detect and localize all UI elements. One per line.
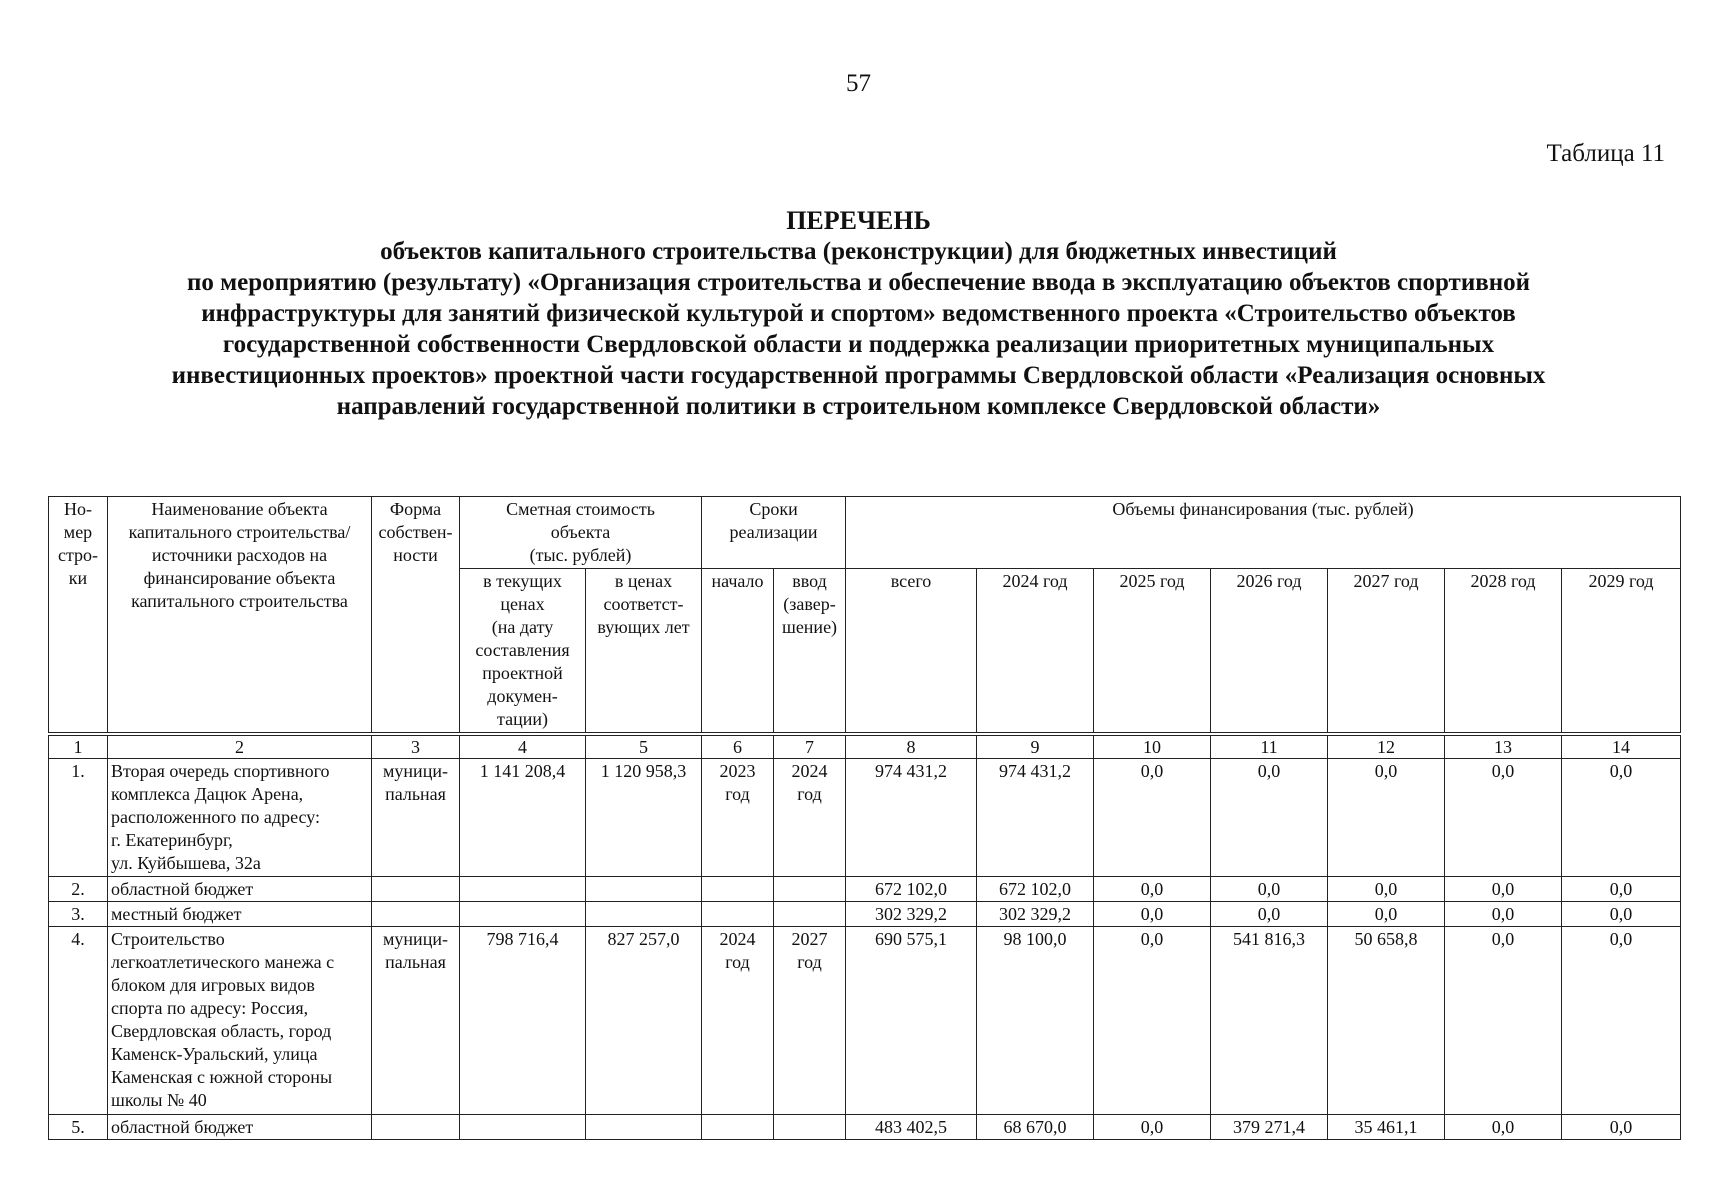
row-number: 4. [49, 927, 108, 1115]
funding-total: 672 102,0 [846, 877, 977, 902]
funding-year: 0,0 [1211, 902, 1328, 927]
heading-line: инфраструктуры для занятий физической культурой и спортом» ведомственного проекта «Строительство объектов [201, 300, 1516, 327]
table-row [49, 759, 1681, 877]
ownership [372, 1115, 460, 1140]
header-row-number: Но- мер стро- ки [49, 497, 108, 733]
cost-respective [586, 1115, 702, 1140]
finish-year [774, 902, 846, 927]
column-number: 1 [49, 736, 108, 759]
finish-year [774, 1115, 846, 1140]
cost-current [460, 902, 586, 927]
column-number: 10 [1094, 736, 1211, 759]
start-year: 2024 год [702, 927, 774, 1115]
funding-year: 0,0 [1562, 902, 1681, 927]
table-row [49, 902, 1681, 927]
header-cost-respective: в ценах соответст- вующих лет [586, 569, 702, 733]
funding-year: 0,0 [1445, 877, 1562, 902]
funding-year: 974 431,2 [977, 759, 1094, 877]
investment-table-wrapper [48, 496, 1681, 1140]
funding-year: 0,0 [1562, 877, 1681, 902]
start-year [702, 877, 774, 902]
cost-current: 1 141 208,4 [460, 759, 586, 877]
funding-year: 0,0 [1445, 902, 1562, 927]
header-year: 2027 год [1328, 569, 1445, 733]
row-number: 3. [49, 902, 108, 927]
funding-year: 672 102,0 [977, 877, 1094, 902]
funding-total: 974 431,2 [846, 759, 977, 877]
funding-year: 0,0 [1094, 902, 1211, 927]
funding-year: 0,0 [1211, 759, 1328, 877]
cost-respective [586, 902, 702, 927]
funding-year: 0,0 [1562, 1115, 1681, 1140]
funding-year: 379 271,4 [1211, 1115, 1328, 1140]
heading-line: по мероприятию (результату) «Организация строительства и обеспечение ввода в эксплуатацию объектов спортивной [186, 269, 1531, 296]
funding-total: 690 575,1 [846, 927, 977, 1115]
funding-year: 0,0 [1445, 1115, 1562, 1140]
header-finish: ввод (завер- шение) [774, 569, 846, 733]
cost-current: 798 716,4 [460, 927, 586, 1115]
document-heading [40, 205, 1677, 422]
header-cost-current: в текущих ценах (на дату составления проектной докумен- тации) [460, 569, 586, 733]
column-number: 7 [774, 736, 846, 759]
header-ownership: Форма собствен- ности [372, 497, 460, 733]
table-row [49, 927, 1681, 1115]
cost-respective [586, 877, 702, 902]
header-year: 2026 год [1211, 569, 1328, 733]
funding-total: 483 402,5 [846, 1115, 977, 1140]
column-number: 2 [108, 736, 372, 759]
header-year: 2029 год [1562, 569, 1681, 733]
funding-year: 35 461,1 [1328, 1115, 1445, 1140]
table-row [49, 877, 1681, 902]
finish-year: 2027 год [774, 927, 846, 1115]
object-name: областной бюджет [108, 1115, 372, 1140]
investment-table [48, 496, 1681, 1140]
page-number: 57 [846, 70, 871, 97]
column-number: 13 [1445, 736, 1562, 759]
funding-year: 0,0 [1094, 927, 1211, 1115]
funding-year: 0,0 [1328, 877, 1445, 902]
funding-year: 302 329,2 [977, 902, 1094, 927]
object-name: местный бюджет [108, 902, 372, 927]
column-number: 8 [846, 736, 977, 759]
ownership [372, 902, 460, 927]
cost-respective: 1 120 958,3 [586, 759, 702, 877]
heading-line: государственной собственности Свердловской области и поддержка реализации приоритетных муниципальных [222, 331, 1495, 358]
funding-year: 0,0 [1445, 927, 1562, 1115]
funding-year: 98 100,0 [977, 927, 1094, 1115]
header-estimated-cost: Сметная стоимость объекта (тыс. рублей) [460, 497, 702, 569]
header-total: всего [846, 569, 977, 733]
cost-current [460, 1115, 586, 1140]
column-number: 6 [702, 736, 774, 759]
table-header [49, 497, 1681, 759]
column-number: 5 [586, 736, 702, 759]
heading-line: направлений государственной политики в строительном комплексе Свердловской области» [336, 393, 1381, 420]
start-year [702, 1115, 774, 1140]
funding-year: 0,0 [1094, 759, 1211, 877]
heading-line: объектов капитального строительства (реконструкции) для бюджетных инвестиций [380, 238, 1337, 265]
ownership: муници- пальная [372, 759, 460, 877]
row-number: 5. [49, 1115, 108, 1140]
table-body [49, 759, 1681, 1140]
funding-year: 0,0 [1094, 1115, 1211, 1140]
start-year [702, 902, 774, 927]
funding-total: 302 329,2 [846, 902, 977, 927]
table-label: Таблица 11 [1546, 140, 1665, 167]
column-number: 4 [460, 736, 586, 759]
funding-year: 68 670,0 [977, 1115, 1094, 1140]
funding-year: 0,0 [1562, 759, 1681, 877]
header-funding: Объемы финансирования (тыс. рублей) [846, 497, 1681, 569]
finish-year: 2024 год [774, 759, 846, 877]
row-number: 1. [49, 759, 108, 877]
header-year: 2028 год [1445, 569, 1562, 733]
funding-year: 50 658,8 [1328, 927, 1445, 1115]
cost-current [460, 877, 586, 902]
row-number: 2. [49, 877, 108, 902]
header-terms: Сроки реализации [702, 497, 846, 569]
funding-year: 0,0 [1094, 877, 1211, 902]
heading-line: инвестиционных проектов» проектной части государственной программы Свердловской области «Реализация основных [171, 362, 1546, 389]
ownership: муници- пальная [372, 927, 460, 1115]
column-number: 14 [1562, 736, 1681, 759]
funding-year: 0,0 [1562, 927, 1681, 1115]
start-year: 2023 год [702, 759, 774, 877]
funding-year: 0,0 [1328, 902, 1445, 927]
column-number: 3 [372, 736, 460, 759]
column-number: 9 [977, 736, 1094, 759]
header-start: начало [702, 569, 774, 733]
funding-year: 541 816,3 [1211, 927, 1328, 1115]
ownership [372, 877, 460, 902]
column-number: 12 [1328, 736, 1445, 759]
column-number: 11 [1211, 736, 1328, 759]
header-year: 2024 год [977, 569, 1094, 733]
cost-respective: 827 257,0 [586, 927, 702, 1115]
column-number-row [49, 736, 1681, 759]
table-row [49, 1115, 1681, 1140]
finish-year [774, 877, 846, 902]
header-object-name: Наименование объекта капитального строительства/ источники расходов на финансирование объекта капитального строительства [108, 497, 372, 733]
funding-year: 0,0 [1445, 759, 1562, 877]
object-name: Строительство легкоатлетического манежа с блоком для игровых видов спорта по адресу: Россия, Свердловская область, город Каменск-Уральский, улица Каменская с южной стороны школы № 40 [108, 927, 372, 1115]
object-name: областной бюджет [108, 877, 372, 902]
object-name: Вторая очередь спортивного комплекса Дацюк Арена, расположенного по адресу: г. Екатеринбург, ул. Куйбышева, 32а [108, 759, 372, 877]
funding-year: 0,0 [1211, 877, 1328, 902]
heading-title: ПЕРЕЧЕНЬ [786, 206, 931, 235]
funding-year: 0,0 [1328, 759, 1445, 877]
header-year: 2025 год [1094, 569, 1211, 733]
